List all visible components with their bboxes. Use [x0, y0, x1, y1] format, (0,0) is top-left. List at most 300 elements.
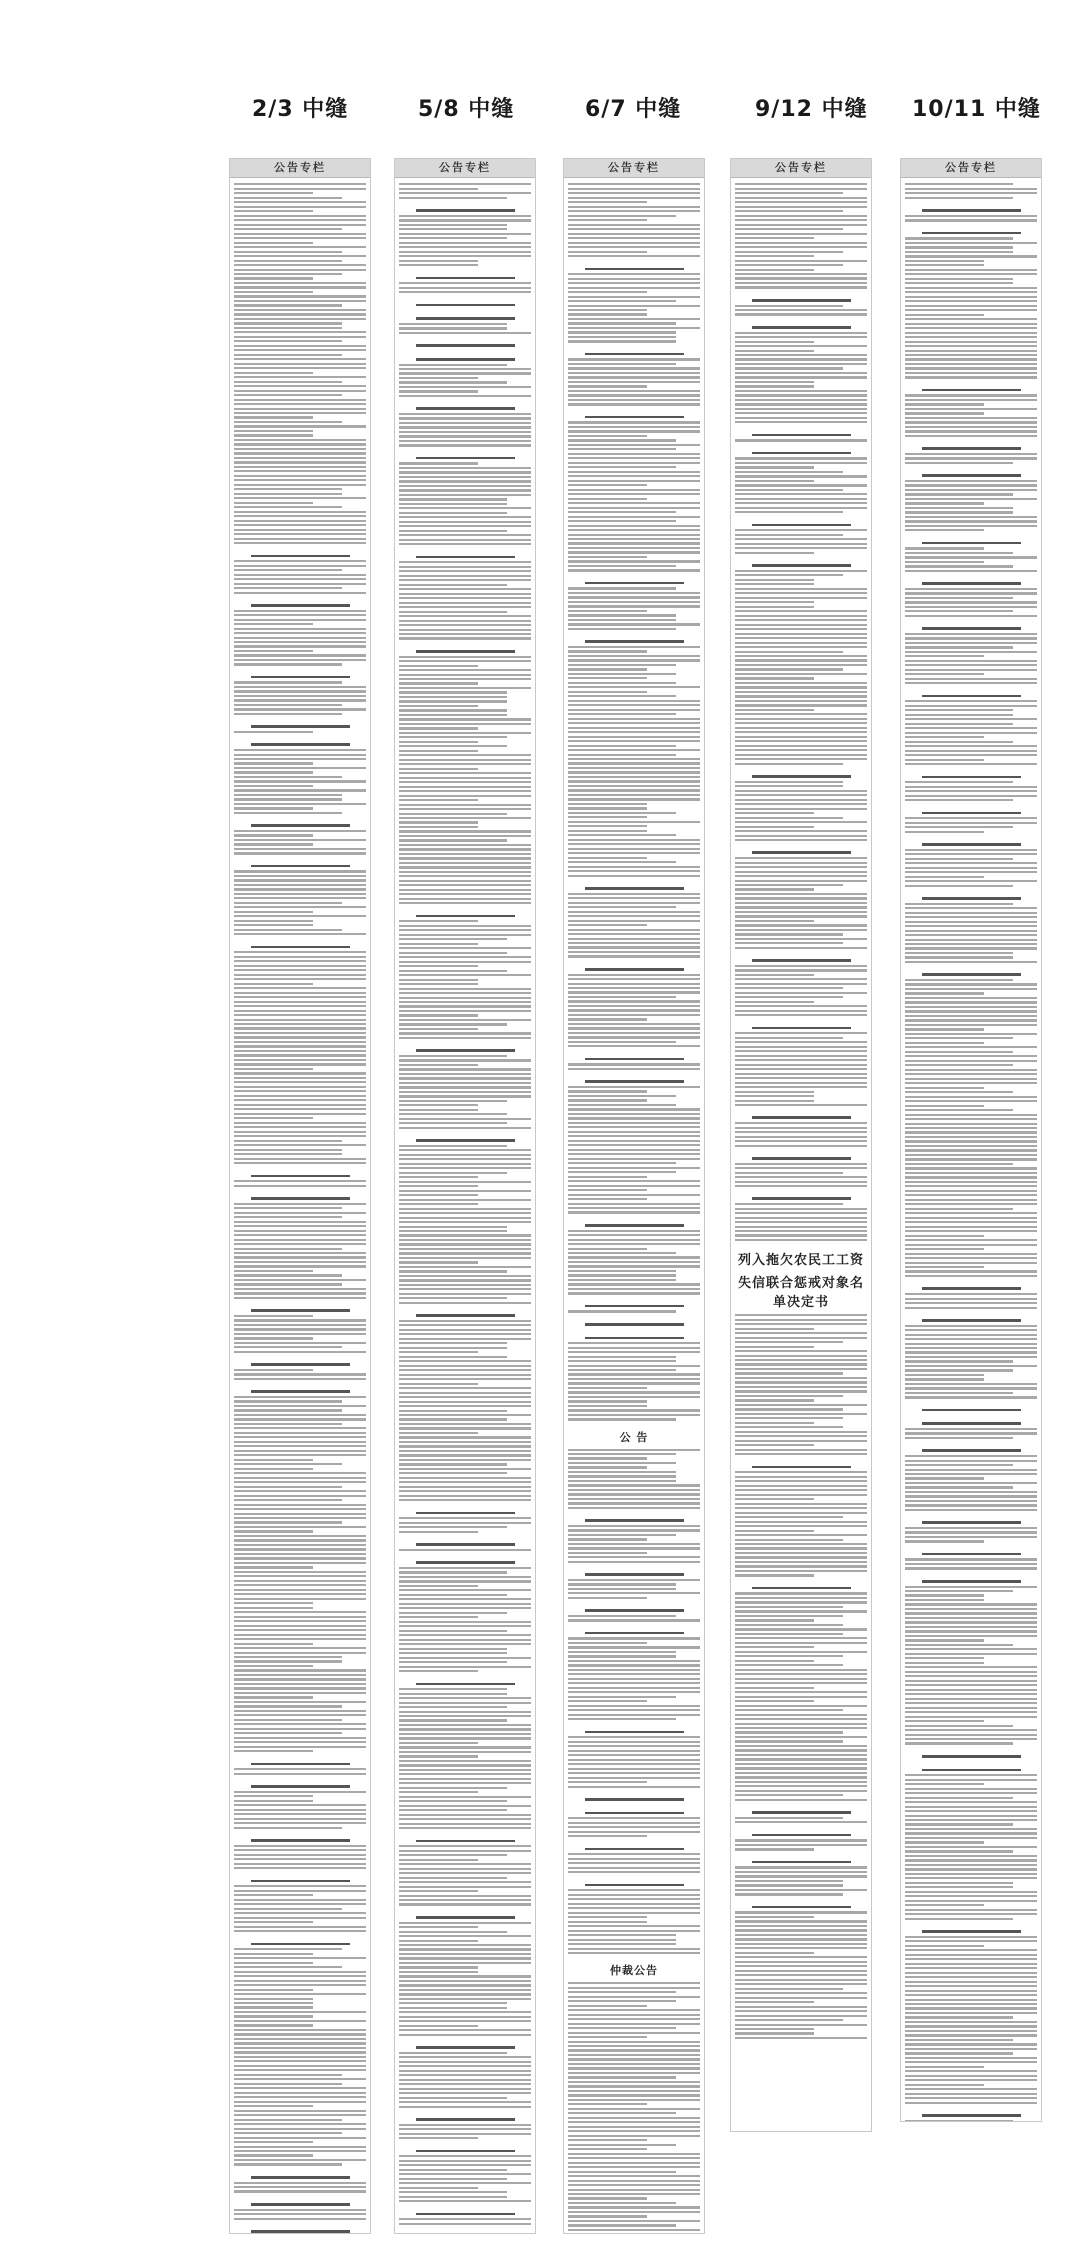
greeked-text-line	[905, 1369, 1013, 1371]
greeked-text-line	[234, 511, 366, 513]
greeked-text-line	[399, 857, 531, 859]
greeked-text-line	[399, 821, 478, 823]
greeked-text-line	[399, 1248, 531, 1250]
greeked-text-line	[234, 394, 342, 396]
greeked-text-line	[234, 974, 366, 976]
greeked-text-line	[905, 1612, 1037, 1614]
greeked-text-line	[735, 615, 867, 617]
greeked-text-line	[399, 1643, 531, 1645]
greeked-text-line	[399, 1737, 531, 1739]
greeked-text-line	[905, 1338, 1037, 1340]
greeked-text-line	[568, 1387, 647, 1389]
greeked-text-line	[234, 1090, 366, 1092]
greeked-text-line	[234, 969, 366, 971]
greeked-text-line	[399, 1984, 531, 1986]
greeked-text-line	[735, 1050, 867, 1052]
greeked-text-line	[568, 848, 700, 850]
greeked-text-line	[568, 511, 676, 513]
greeked-text-line	[905, 1149, 1037, 1151]
greeked-text-line	[399, 1360, 531, 1362]
greeked-text-line	[399, 1454, 531, 1456]
greeked-text-line	[905, 826, 1013, 828]
greeked-text-line	[568, 1615, 676, 1617]
greeked-text-line	[568, 1131, 700, 1133]
greeked-text-line	[905, 1037, 1013, 1039]
greeked-text-line	[735, 1624, 843, 1626]
greeked-text-line	[399, 233, 531, 235]
greeked-heading	[922, 1319, 1021, 1322]
greeked-text-line	[568, 875, 700, 877]
greeked-heading	[922, 474, 1021, 477]
greeked-text-line	[905, 1176, 1037, 1178]
greeked-text-line	[234, 2105, 313, 2107]
greeked-text-line	[234, 2056, 366, 2058]
greeked-text-line	[399, 390, 478, 392]
greeked-text-line	[399, 799, 478, 801]
greeked-text-line	[905, 646, 1013, 648]
greeked-text-line	[399, 2092, 531, 2094]
greeked-text-line	[735, 233, 867, 235]
greeked-heading	[922, 1930, 1021, 1933]
greeked-text-line	[399, 1612, 507, 1614]
greeked-text-line	[568, 1507, 700, 1509]
greeked-text-line	[399, 1163, 531, 1165]
greeked-heading	[251, 946, 350, 949]
greeked-text-line	[234, 1423, 342, 1425]
greeked-text-line	[735, 1082, 867, 1084]
greeked-text-line	[234, 304, 342, 306]
greeked-text-line	[234, 1607, 313, 1609]
greeked-text-line	[234, 457, 366, 459]
greeked-text-line	[905, 421, 1037, 423]
greeked-text-line	[568, 394, 700, 396]
greeked-text-line	[234, 1149, 342, 1151]
greeked-text-line	[568, 1171, 676, 1173]
greeked-text-line	[234, 354, 342, 356]
greeked-text-line	[568, 2144, 676, 2146]
greeked-text-line	[735, 1754, 867, 1756]
greeked-text-line	[399, 1257, 531, 1259]
greeked-text-line	[399, 1769, 531, 1771]
greeked-text-line	[735, 1516, 843, 1518]
greeked-text-line	[568, 1457, 647, 1459]
greeked-text-line	[399, 1971, 478, 1973]
greeked-text-line	[399, 1805, 531, 1807]
greeked-text-line	[399, 237, 507, 239]
greeked-text-line	[905, 1006, 1037, 1008]
greeked-text-line	[568, 529, 700, 531]
greeked-text-line	[234, 1912, 366, 1914]
greeked-text-line	[399, 1176, 478, 1178]
greeked-text-line	[234, 1117, 313, 1119]
greeked-text-line	[234, 870, 366, 872]
greeked-text-line	[234, 1885, 366, 1887]
greeked-text-line	[568, 1369, 676, 1371]
greeked-text-line	[735, 920, 814, 922]
greeked-text-line	[568, 498, 647, 500]
greeked-text-line	[905, 502, 984, 504]
greeked-text-line	[905, 1734, 1037, 1736]
greeked-text-line	[399, 323, 507, 325]
greeked-text-line	[735, 376, 867, 378]
greeked-text-line	[399, 1032, 531, 1034]
greeked-text-line	[234, 1346, 342, 1348]
greeked-text-line	[735, 633, 867, 635]
greeked-text-line	[399, 287, 531, 289]
greeked-text-line	[399, 1158, 531, 1160]
greeked-text-line	[234, 659, 366, 661]
greeked-text-line	[735, 385, 814, 387]
greeked-text-line	[568, 1036, 700, 1038]
greeked-text-line	[399, 1576, 531, 1578]
greeked-text-line	[234, 524, 366, 526]
greeked-text-line	[568, 2233, 700, 2234]
greeked-text-line	[399, 1392, 531, 1394]
greeked-text-line	[234, 1705, 342, 1707]
greeked-text-line	[234, 318, 366, 320]
greeked-text-line	[234, 681, 342, 683]
greeked-text-line	[568, 2229, 700, 2231]
greeked-text-line	[735, 1597, 867, 1599]
greeked-text-line	[234, 996, 366, 998]
greeked-text-line	[735, 866, 867, 868]
greeked-text-line	[905, 426, 1037, 428]
greeked-text-line	[905, 1046, 1037, 1048]
greeked-heading	[585, 268, 684, 271]
greeked-text-line	[568, 560, 700, 562]
greeked-text-line	[905, 1586, 1037, 1588]
greeked-text-line	[905, 1648, 1037, 1650]
greeked-text-line	[399, 539, 531, 541]
greeked-text-line	[234, 1256, 366, 1258]
greeked-heading	[251, 555, 350, 558]
greeked-text-line	[234, 1589, 366, 1591]
greeked-text-line	[234, 704, 342, 706]
greeked-text-line	[568, 525, 700, 527]
greeked-text-line	[234, 1126, 366, 1128]
greeked-text-line	[234, 1822, 366, 1824]
column-body	[230, 178, 370, 2233]
greeked-text-line	[568, 426, 700, 428]
greeked-text-line	[905, 1460, 1037, 1462]
greeked-text-line	[905, 1136, 1037, 1138]
greeked-text-line	[735, 224, 867, 226]
greeked-text-line	[735, 1323, 867, 1325]
greeked-text-line	[735, 354, 867, 356]
greeked-text-line	[399, 835, 531, 837]
greeked-text-line	[735, 2019, 843, 2021]
greeked-text-line	[905, 1019, 1037, 1021]
greeked-text-line	[905, 1841, 984, 1843]
greeked-text-line	[905, 332, 1037, 334]
greeked-text-line	[234, 2218, 366, 2220]
greeked-text-line	[905, 1262, 1037, 1264]
greeked-text-line	[735, 1539, 843, 1541]
greeked-text-line	[735, 219, 867, 221]
greeked-text-line	[735, 691, 867, 693]
greeked-text-line	[568, 713, 676, 715]
greeked-text-line	[905, 1729, 1037, 1731]
greeked-text-line	[234, 2146, 366, 2148]
greeked-text-line	[735, 1032, 867, 1034]
greeked-text-line	[568, 502, 700, 504]
greeked-text-line	[905, 1563, 1037, 1565]
greeked-text-line	[905, 876, 984, 878]
greeked-text-line	[399, 943, 478, 945]
greeked-text-line	[234, 1400, 342, 1402]
greeked-text-line	[568, 340, 676, 342]
greeked-text-line	[735, 421, 867, 423]
greeked-text-line	[568, 1466, 647, 1468]
greeked-text-line	[234, 1539, 366, 1541]
greeked-text-line	[568, 219, 647, 221]
greeked-text-line	[568, 520, 676, 522]
greeked-text-line	[234, 1647, 366, 1649]
greeked-text-line	[399, 494, 531, 496]
greeked-text-line	[399, 1297, 507, 1299]
greeked-text-line	[234, 2065, 366, 2067]
greeked-heading	[922, 843, 1021, 846]
greeked-text-line	[735, 1642, 867, 1644]
greeked-text-line	[399, 1432, 478, 1434]
greeked-text-line	[234, 1113, 366, 1115]
greeked-text-line	[568, 507, 700, 509]
greeked-text-line	[905, 1383, 1037, 1385]
greeked-text-line	[234, 1971, 366, 1973]
greeked-text-line	[735, 255, 814, 257]
greeked-text-line	[905, 754, 1037, 756]
greeked-text-line	[234, 1265, 366, 1267]
greeked-text-line	[735, 992, 867, 994]
greeked-text-line	[234, 1221, 366, 1223]
greeked-text-line	[905, 2052, 1013, 2054]
greeked-text-line	[234, 1625, 366, 1627]
greeked-text-line	[568, 2211, 700, 2213]
greeked-text-line	[234, 637, 366, 639]
greeked-text-line	[234, 1629, 366, 1631]
greeked-text-line	[234, 1975, 366, 1977]
greeked-text-line	[568, 1952, 700, 1954]
greeked-text-line	[735, 830, 867, 832]
greeked-text-line	[735, 251, 843, 253]
greeked-text-line	[568, 1529, 700, 1531]
greeked-text-line	[568, 785, 700, 787]
greeked-text-line	[568, 2076, 676, 2078]
greeked-text-line	[735, 1723, 867, 1725]
greeked-text-line	[399, 1688, 507, 1690]
greeked-text-line	[568, 1270, 676, 1272]
greeked-text-line	[568, 1243, 700, 1245]
greeked-text-line	[568, 376, 700, 378]
greeked-text-line	[568, 1709, 700, 1711]
greeked-text-line	[234, 1261, 366, 1263]
greeked-text-line	[568, 1741, 700, 1743]
greeked-text-line	[234, 1108, 366, 1110]
greeked-text-line	[234, 197, 342, 199]
column-body	[395, 178, 535, 2233]
greeked-text-line	[399, 1333, 531, 1335]
greeked-text-line	[234, 1490, 366, 1492]
greeked-text-line	[905, 1329, 1037, 1331]
greeked-text-line	[735, 655, 867, 657]
greeked-text-line	[905, 597, 1013, 599]
greeked-text-line	[234, 1212, 366, 1214]
greeked-text-line	[568, 1700, 647, 1702]
greeked-text-line	[735, 1781, 867, 1783]
greeked-text-line	[399, 570, 531, 572]
greeked-text-line	[568, 628, 676, 630]
greeked-text-line	[568, 1292, 700, 1294]
greeked-text-line	[234, 336, 366, 338]
greeked-text-line	[905, 714, 1013, 716]
greeked-heading	[416, 1049, 515, 1052]
greeked-text-line	[399, 1109, 478, 1111]
greeked-text-line	[735, 264, 843, 266]
greeked-text-line	[234, 875, 366, 877]
greeked-text-line	[905, 2034, 1037, 2036]
column-title-4: 9/12 中缝	[755, 97, 868, 122]
greeked-text-line	[735, 192, 843, 194]
greeked-text-line	[905, 921, 1037, 923]
greeked-heading	[922, 1521, 1021, 1524]
greeked-text-line	[735, 817, 843, 819]
greeked-text-line	[399, 364, 507, 366]
greeked-text-line	[735, 781, 843, 783]
greeked-text-line	[234, 578, 366, 580]
greeked-text-line	[399, 2128, 531, 2130]
greeked-text-line	[568, 1471, 676, 1473]
greeked-text-line	[905, 278, 1013, 280]
greeked-text-line	[735, 1386, 867, 1388]
greeked-text-line	[234, 2020, 366, 2022]
greeked-text-line	[568, 987, 700, 989]
greeked-text-line	[568, 547, 700, 549]
greeked-text-line	[234, 1899, 366, 1901]
greeked-text-line	[735, 2010, 867, 2012]
greeked-text-line	[905, 1653, 1037, 1655]
greeked-text-line	[234, 1239, 366, 1241]
greeked-text-line	[399, 1127, 531, 1129]
greeked-text-line	[735, 938, 867, 940]
greeked-text-line	[399, 1895, 531, 1897]
greeked-text-line	[234, 1333, 366, 1335]
greeked-heading	[922, 1580, 1021, 1583]
greeked-text-line	[735, 1633, 843, 1635]
greeked-text-line	[234, 2190, 366, 2192]
greeked-text-line	[399, 1899, 531, 1901]
greeked-text-line	[568, 471, 700, 473]
greeked-text-line	[234, 699, 366, 701]
greeked-text-line	[399, 183, 531, 185]
greeked-text-line	[399, 2133, 531, 2135]
greeked-text-line	[568, 1889, 700, 1891]
greeked-text-line	[568, 686, 700, 688]
greeked-text-line	[905, 606, 1037, 608]
greeked-text-line	[399, 584, 507, 586]
greeked-text-line	[399, 1383, 478, 1385]
greeked-text-line	[399, 1715, 531, 1717]
greeked-text-line	[905, 1356, 1037, 1358]
greeked-text-line	[399, 1778, 531, 1780]
greeked-text-line	[399, 790, 531, 792]
greeked-text-line	[905, 947, 1037, 949]
greeked-text-line	[905, 786, 1037, 788]
greeked-text-line	[234, 565, 366, 567]
greeked-text-line	[905, 1100, 1037, 1102]
greeked-text-line	[399, 1886, 531, 1888]
greeked-text-line	[568, 2045, 700, 2047]
greeked-text-line	[735, 1127, 867, 1129]
greeked-text-line	[399, 1145, 507, 1147]
greeked-text-line	[905, 885, 1013, 887]
greeked-text-line	[735, 1817, 843, 1819]
greeked-text-line	[568, 1853, 700, 1855]
greeked-text-line	[735, 915, 867, 917]
greeked-text-line	[735, 1368, 867, 1370]
greeked-text-line	[234, 830, 366, 832]
greeked-text-line	[234, 1741, 366, 1743]
greeked-text-line	[568, 816, 647, 818]
greeked-text-line	[234, 911, 313, 913]
greeked-text-line	[905, 1680, 1037, 1682]
greeked-text-line	[735, 1970, 867, 1972]
greeked-text-line	[735, 1740, 843, 1742]
greeked-text-line	[905, 457, 1037, 459]
greeked-text-line	[905, 1154, 1037, 1156]
greeked-text-line	[234, 506, 342, 508]
greeked-text-line	[735, 808, 867, 810]
greeked-text-line	[234, 839, 366, 841]
greeked-text-line	[399, 1742, 478, 1744]
greeked-text-line	[399, 1670, 478, 1672]
greeked-text-line	[735, 1422, 814, 1424]
greeked-text-line	[234, 1845, 366, 1847]
greeked-text-line	[234, 1225, 366, 1227]
greeked-text-line	[568, 399, 700, 401]
greeked-text-line	[399, 1450, 531, 1452]
greeked-text-line	[234, 1122, 366, 1124]
greeked-text-line	[568, 906, 676, 908]
greeked-text-line	[234, 1099, 366, 1101]
greeked-heading	[585, 353, 684, 356]
greeked-text-line	[735, 579, 814, 581]
greeked-text-line	[735, 1145, 867, 1147]
greeked-heading	[922, 1449, 1021, 1452]
greeked-text-line	[234, 493, 342, 495]
greeked-text-line	[905, 637, 1037, 639]
greeked-text-line	[399, 1962, 531, 1964]
greeked-text-line	[399, 1387, 531, 1389]
greeked-text-line	[568, 2085, 700, 2087]
greeked-text-line	[568, 1342, 700, 1344]
greeked-text-line	[234, 951, 366, 953]
greeked-text-line	[905, 1428, 1037, 1430]
greeked-text-line	[399, 1953, 531, 1955]
greeked-text-line	[234, 1405, 366, 1407]
greeked-text-line	[234, 452, 366, 454]
greeked-text-line	[905, 1235, 984, 1237]
greeked-text-line	[905, 1783, 984, 1785]
greeked-text-line	[735, 1417, 843, 1419]
greeked-heading	[416, 317, 515, 320]
greeked-text-line	[735, 269, 814, 271]
greeked-text-line	[399, 602, 531, 604]
greeked-text-line	[905, 1891, 1037, 1893]
greeked-text-line	[735, 1239, 867, 1241]
greeked-text-line	[905, 1257, 1037, 1259]
greeked-text-line	[234, 1598, 366, 1600]
greeked-text-line	[905, 682, 1037, 684]
